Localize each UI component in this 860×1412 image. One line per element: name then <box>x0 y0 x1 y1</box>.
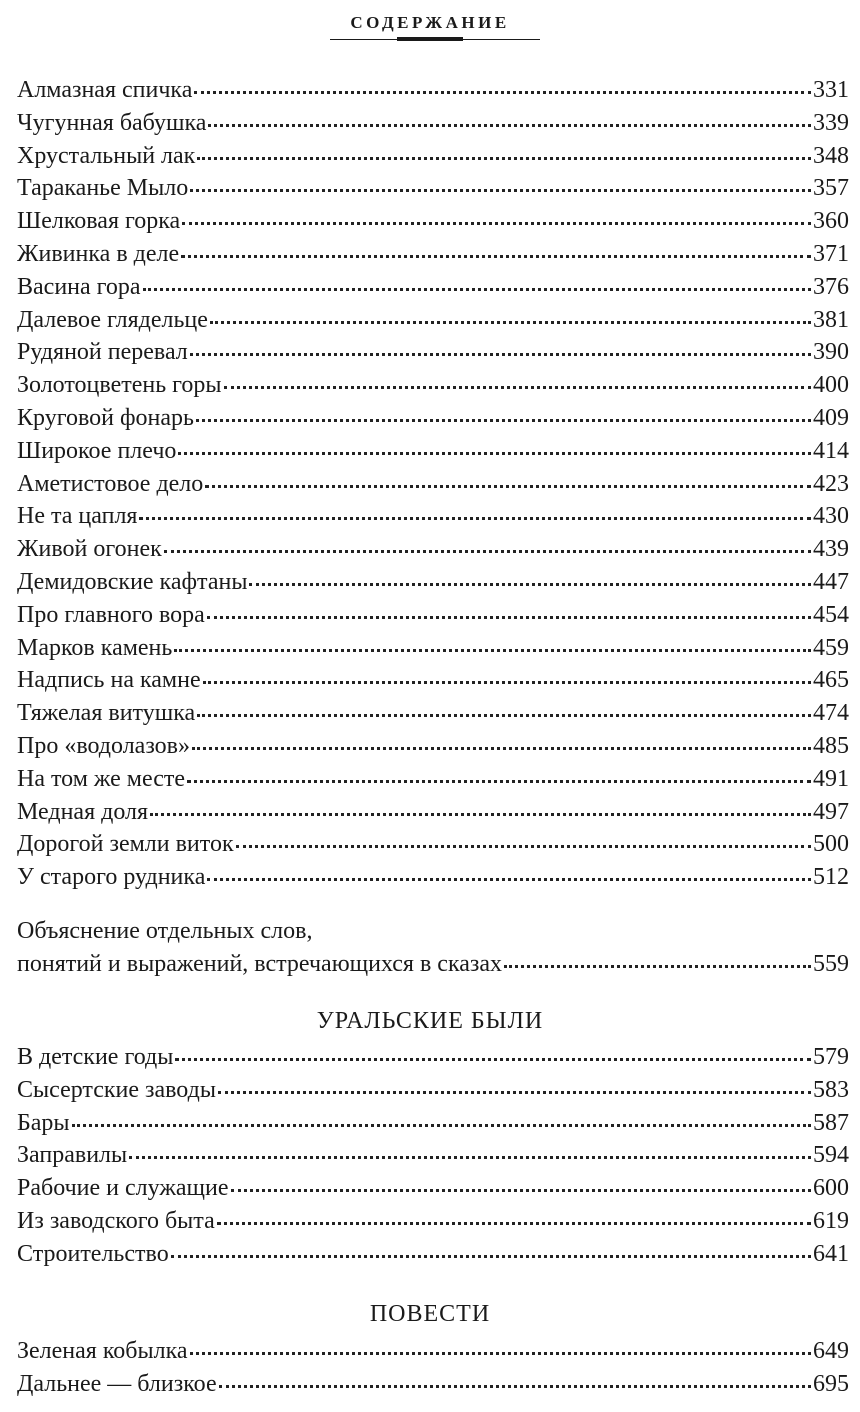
toc-title: Не та цапля <box>17 503 138 530</box>
toc-page-number: 649 <box>813 1338 849 1364</box>
toc-page-number: 331 <box>813 77 849 103</box>
toc-byli-list <box>17 1041 849 1271</box>
section-heading-povesti: ПОВЕСТИ <box>369 1301 491 1327</box>
toc-title: Хрустальный лак <box>17 142 196 169</box>
leader-dots <box>236 845 811 848</box>
toc-title: Марков камень <box>17 634 173 661</box>
toc-entry[interactable] <box>17 632 849 665</box>
toc-title: Рабочие и служащие <box>17 1175 229 1202</box>
leader-dots <box>143 288 811 291</box>
glossary-line-2[interactable] <box>17 948 849 981</box>
leader-dots <box>208 124 811 127</box>
leader-dots <box>129 1156 811 1159</box>
toc-title: Зеленая кобылка <box>17 1338 188 1364</box>
toc-title: Про «водолазов» <box>17 732 191 759</box>
toc-entry[interactable] <box>17 796 849 829</box>
toc-page-number: 641 <box>813 1240 849 1267</box>
toc-page-number: 600 <box>813 1175 849 1202</box>
toc-entry[interactable] <box>17 1238 849 1271</box>
toc-page-number: 381 <box>813 306 849 333</box>
toc-title: Круговой фонарь <box>17 404 194 431</box>
toc-title: Надпись на камне <box>17 667 201 694</box>
toc-title: Бары <box>17 1109 70 1136</box>
title-rule-accent <box>397 37 463 41</box>
toc-page-number: 390 <box>813 339 849 366</box>
toc-page-number: 474 <box>813 700 849 727</box>
toc-page-number: 360 <box>813 208 849 235</box>
toc-title: Дорогой земли виток <box>17 831 234 858</box>
toc-page-number: 339 <box>813 109 849 136</box>
toc-page-number: 371 <box>813 240 849 267</box>
toc-entry[interactable] <box>17 1205 849 1238</box>
page-header <box>0 10 860 33</box>
toc-entry[interactable] <box>17 599 849 632</box>
leader-dots <box>139 517 811 520</box>
toc-title: У старого рудника <box>17 864 206 891</box>
toc-page-number: 619 <box>813 1207 849 1234</box>
toc-entry[interactable] <box>17 402 849 435</box>
leader-dots <box>174 649 811 652</box>
toc-title: Живой огонек <box>17 536 162 563</box>
toc-title: Из заводского быта <box>17 1207 215 1234</box>
toc-title: На том же месте <box>17 765 186 792</box>
toc-entry[interactable] <box>17 664 849 697</box>
toc-title: Демидовские кафтаны <box>17 568 248 595</box>
leader-dots <box>182 222 811 225</box>
toc-entry[interactable] <box>17 500 849 533</box>
toc-title: Заправилы <box>17 1142 128 1169</box>
toc-page-number: 430 <box>813 503 849 530</box>
toc-title: Алмазная спичка <box>17 77 193 103</box>
leader-dots <box>171 1255 811 1258</box>
toc-entry[interactable] <box>17 1368 849 1401</box>
toc-title: Шелковая горка <box>17 208 181 235</box>
toc-entry[interactable] <box>17 271 849 304</box>
toc-entry[interactable] <box>17 1335 849 1368</box>
leader-dots <box>217 1222 811 1225</box>
toc-entry[interactable] <box>17 205 849 238</box>
toc-entry[interactable] <box>17 369 849 402</box>
toc-entry[interactable] <box>17 74 849 107</box>
leader-dots <box>205 485 811 488</box>
leader-dots <box>187 780 811 783</box>
leader-dots <box>175 1058 811 1061</box>
toc-page-number: 579 <box>813 1044 849 1070</box>
leader-dots <box>504 965 811 968</box>
leader-dots <box>207 878 811 881</box>
leader-dots <box>197 157 811 160</box>
toc-title: Строительство <box>17 1240 169 1267</box>
toc-page-number: 409 <box>813 404 849 431</box>
leader-dots <box>150 813 811 816</box>
toc-title: Чугунная бабушка <box>17 109 207 136</box>
leader-dots <box>203 681 811 684</box>
leader-dots <box>190 189 811 192</box>
toc-entry[interactable] <box>17 1172 849 1205</box>
toc-page-number: 423 <box>813 470 849 497</box>
toc-entry[interactable] <box>17 861 849 894</box>
toc-main-list <box>17 74 849 894</box>
toc-entry[interactable] <box>17 468 849 501</box>
leader-dots <box>196 419 811 422</box>
toc-title: Золотоцветень горы <box>17 372 222 399</box>
toc-entry[interactable] <box>17 763 849 796</box>
toc-page-number: 695 <box>813 1370 849 1397</box>
leader-dots <box>72 1124 811 1127</box>
toc-page-number: 454 <box>813 601 849 628</box>
toc-page-number: 583 <box>813 1076 849 1103</box>
toc-title: понятий и выражений, встречающихся в сказах <box>17 951 503 977</box>
toc-entry[interactable] <box>17 172 849 205</box>
toc-title: Широкое плечо <box>17 437 177 464</box>
toc-entry[interactable] <box>17 304 849 337</box>
leader-dots <box>224 386 811 389</box>
toc-page-number: 594 <box>813 1142 849 1169</box>
toc-entry[interactable] <box>17 107 849 140</box>
leader-dots <box>219 1385 811 1388</box>
leader-dots <box>178 452 811 455</box>
leader-dots <box>192 747 811 750</box>
toc-page-number: 512 <box>813 864 849 891</box>
toc-page-number: 559 <box>813 951 849 977</box>
toc-entry[interactable] <box>17 730 849 763</box>
leader-dots <box>207 616 811 619</box>
toc-page-number: 587 <box>813 1109 849 1136</box>
page-title: СОДЕРЖАНИЕ <box>350 13 510 32</box>
leader-dots <box>197 714 811 717</box>
toc-page-number: 497 <box>813 798 849 825</box>
toc-title: Рудяной перевал <box>17 339 188 366</box>
toc-title: Тараканье Мыло <box>17 175 189 202</box>
toc-title: Живинка в деле <box>17 240 180 267</box>
toc-title: Сысертские заводы <box>17 1076 216 1103</box>
glossary-entry <box>17 914 849 981</box>
toc-page-number: 439 <box>813 536 849 563</box>
toc-entry[interactable] <box>17 566 849 599</box>
toc-page-number: 414 <box>813 437 849 464</box>
toc-entry[interactable] <box>17 336 849 369</box>
toc-title: Про главного вора <box>17 601 205 628</box>
toc-title: Аметистовое дело <box>17 470 204 497</box>
toc-page-number: 357 <box>813 175 849 202</box>
toc-entry[interactable] <box>17 140 849 173</box>
toc-page-number: 465 <box>813 667 849 694</box>
toc-povesti-list <box>17 1335 849 1401</box>
leader-dots <box>249 583 811 586</box>
toc-page-number: 447 <box>813 568 849 595</box>
leader-dots <box>181 255 811 258</box>
toc-entry[interactable] <box>17 1107 849 1140</box>
toc-page-number: 500 <box>813 831 849 858</box>
toc-title: Далевое глядельце <box>17 306 208 333</box>
leader-dots <box>190 1352 811 1355</box>
toc-title: Медная доля <box>17 798 149 825</box>
toc-title: Дальнее — близкое <box>17 1370 217 1397</box>
toc-title: Тяжелая витушка <box>17 700 196 727</box>
toc-page-number: 459 <box>813 634 849 661</box>
toc-title: Васина гора <box>17 273 141 300</box>
toc-page-number: 348 <box>813 142 849 169</box>
leader-dots <box>190 353 811 356</box>
toc-entry[interactable] <box>17 697 849 730</box>
leader-dots <box>210 321 811 324</box>
toc-entry[interactable] <box>17 435 849 468</box>
toc-entry[interactable] <box>17 828 849 861</box>
toc-entry[interactable] <box>17 238 849 271</box>
toc-page-number: 491 <box>813 765 849 792</box>
leader-dots <box>218 1091 811 1094</box>
toc-page-number: 400 <box>813 372 849 399</box>
leader-dots <box>194 91 811 94</box>
toc-page-number: 485 <box>813 732 849 759</box>
leader-dots <box>164 550 811 553</box>
toc-entry[interactable] <box>17 1041 849 1074</box>
toc-entry[interactable] <box>17 533 849 566</box>
toc-page-number: 376 <box>813 273 849 300</box>
leader-dots <box>231 1189 811 1192</box>
toc-entry[interactable] <box>17 1139 849 1172</box>
glossary-line-1: Объяснение отдельных слов, <box>17 918 313 944</box>
toc-title: В детские годы <box>17 1044 174 1070</box>
toc-entry[interactable] <box>17 1074 849 1107</box>
section-heading-byli: УРАЛЬСКИЕ БЫЛИ <box>316 1008 544 1034</box>
